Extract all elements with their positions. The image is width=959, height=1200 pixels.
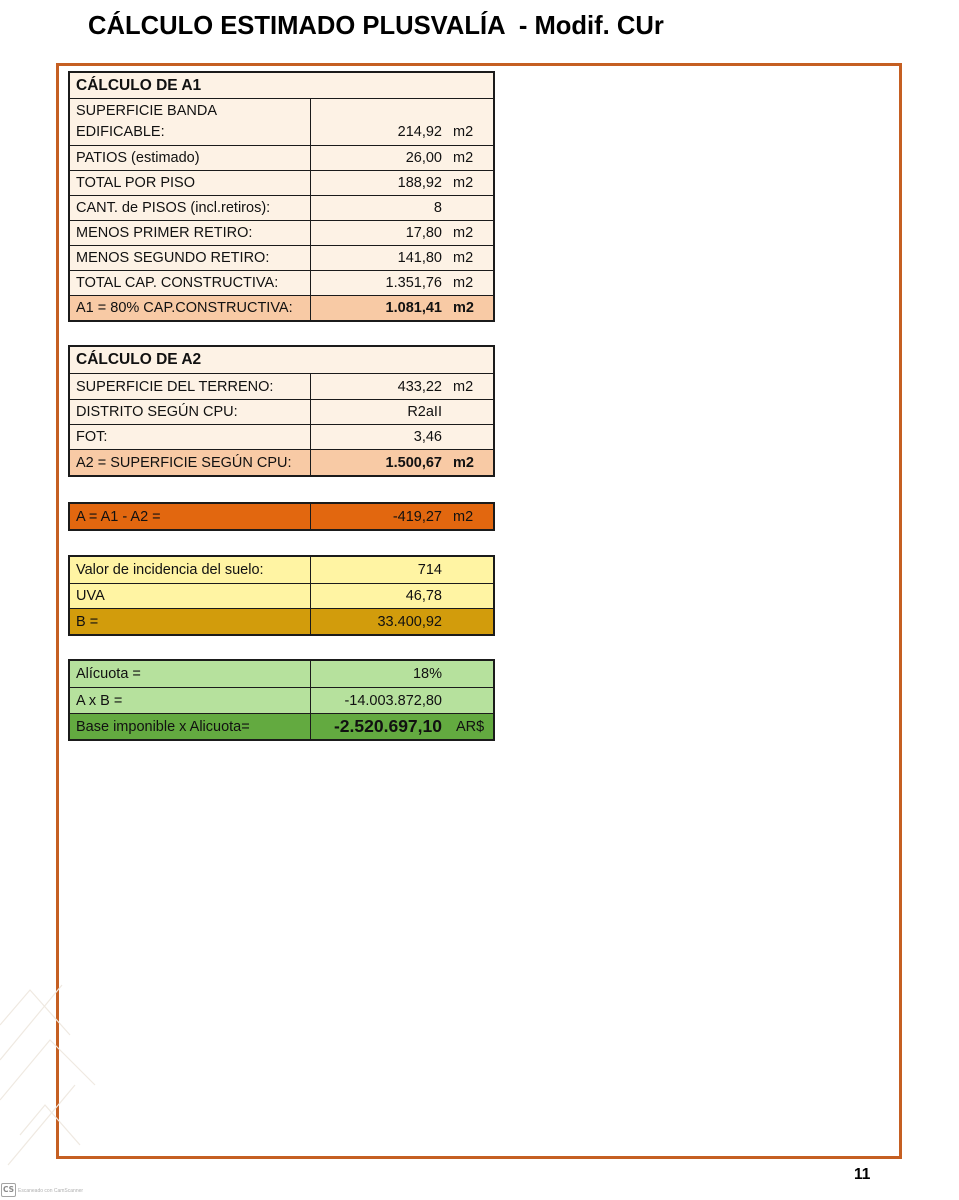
- row-label-cell: [70, 609, 311, 634]
- row-value-cell: [311, 99, 493, 145]
- row-value-cell: [311, 271, 493, 295]
- row-label-cell: [70, 688, 311, 713]
- row-label: DISTRITO SEGÚN CPU:: [76, 404, 238, 420]
- row-label: Alícuota =: [76, 666, 141, 682]
- row-label: MENOS SEGUNDO RETIRO:: [76, 250, 270, 266]
- row-label-cell: [70, 246, 311, 270]
- row-unit: m2: [453, 124, 474, 140]
- row-label-cell: [70, 99, 311, 145]
- b-result-row: [70, 608, 493, 634]
- row-label-cell: [70, 271, 311, 295]
- row-value-cell: [311, 425, 493, 449]
- row-value-cell: [311, 450, 493, 475]
- row-unit: m2: [453, 250, 474, 266]
- row-unit: m2: [453, 275, 474, 291]
- row-label-cell: [70, 400, 311, 424]
- tax-result-value: -2.520.697,10: [333, 716, 442, 736]
- row-label-cell: [70, 171, 311, 195]
- row-value-cell: [311, 221, 493, 245]
- row-unit: m2: [453, 150, 474, 166]
- row-value-cell: [311, 246, 493, 270]
- calculo-a2-title: CÁLCULO DE A2: [76, 351, 202, 368]
- calculo-a1-title: CÁLCULO DE A1: [76, 76, 202, 94]
- row-label-cell: [70, 714, 311, 739]
- a1-result-label: A1 = 80% CAP.CONSTRUCTIVA:: [76, 300, 293, 316]
- row-label-cell: [70, 504, 311, 529]
- row-label: SUPERFICIE DEL TERRENO:: [76, 378, 274, 395]
- row-label: PATIOS (estimado): [76, 150, 200, 166]
- row-value-cell: [311, 714, 493, 739]
- row-label: A x B =: [76, 692, 123, 709]
- row-value: 141,80: [397, 250, 442, 266]
- b-result-value: 33.400,92: [377, 613, 442, 630]
- row-value-cell: [311, 661, 493, 687]
- row-label: CANT. de PISOS (incl.retiros):: [76, 200, 271, 216]
- row-label-line: EDIFICABLE:: [76, 124, 165, 140]
- calculo-a2-table: [68, 345, 495, 477]
- row-value: 714: [417, 562, 442, 578]
- row-label-cell: [70, 450, 311, 475]
- a1-result-row: [70, 295, 493, 320]
- table-row: [70, 661, 493, 687]
- b-result-label: B =: [76, 613, 99, 630]
- calculo-a2-header-row: [70, 347, 493, 373]
- row-label: UVA: [76, 588, 105, 604]
- row-label-cell: [70, 221, 311, 245]
- row-unit: m2: [453, 378, 474, 395]
- row-value: 433,22: [397, 378, 442, 395]
- row-value-cell: [311, 557, 493, 583]
- tax-result-currency: AR$: [456, 718, 485, 735]
- camscanner-watermark-text: Escaneado con CamScanner: [18, 1188, 84, 1194]
- table-row: [70, 98, 493, 145]
- a1-result-value: 1.081,41: [385, 300, 442, 316]
- diferencia-value: -419,27: [392, 508, 442, 525]
- row-value-cell: [311, 146, 493, 170]
- row-label-cell: [70, 196, 311, 220]
- row-value: R2aII: [407, 404, 442, 420]
- row-label-cell: [70, 146, 311, 170]
- row-value-cell: [311, 688, 493, 713]
- document-title: CÁLCULO ESTIMADO PLUSVALÍA - Modif. CUr: [88, 12, 664, 40]
- table-row: [70, 583, 493, 608]
- diferencia-label: A = A1 - A2 =: [76, 508, 161, 525]
- row-label: TOTAL CAP. CONSTRUCTIVA:: [76, 275, 279, 291]
- row-value: 3,46: [413, 429, 442, 445]
- a2-result-value: 1.500,67: [385, 454, 442, 471]
- table-row: [70, 424, 493, 449]
- row-label-cell: [70, 584, 311, 608]
- table-row: [70, 220, 493, 245]
- page-number: 11: [854, 1166, 871, 1183]
- row-value-cell: [311, 609, 493, 634]
- row-value: 18%: [412, 666, 442, 682]
- calculo-a1-header-row: [70, 73, 493, 98]
- table-row: [70, 145, 493, 170]
- table-row: [70, 270, 493, 295]
- table-row: [70, 195, 493, 220]
- row-value: 26,00: [405, 150, 442, 166]
- camscanner-logo-icon: CS: [1, 1183, 16, 1197]
- diferencia-row: [70, 504, 493, 529]
- row-label-cell: [70, 557, 311, 583]
- row-value: 1.351,76: [385, 275, 442, 291]
- incidencia-table: [68, 555, 495, 636]
- row-value-cell: [311, 196, 493, 220]
- diferencia-table: [68, 502, 495, 531]
- row-value: 46,78: [405, 588, 442, 604]
- a2-result-unit: m2: [453, 454, 474, 471]
- row-label: TOTAL POR PISO: [76, 175, 195, 191]
- background-pattern: [0, 965, 120, 1180]
- a1-result-unit: m2: [453, 300, 474, 316]
- row-value-cell: [311, 374, 493, 399]
- row-label: FOT:: [76, 429, 108, 445]
- row-value-cell: [311, 171, 493, 195]
- diferencia-unit: m2: [453, 508, 474, 525]
- a2-result-label: A2 = SUPERFICIE SEGÚN CPU:: [76, 454, 292, 471]
- row-label: Valor de incidencia del suelo:: [76, 562, 264, 578]
- tax-result-label: Base imponible x Alicuota=: [76, 718, 250, 735]
- row-value: 17,80: [405, 225, 442, 241]
- row-value-cell: [311, 504, 493, 529]
- table-row: [70, 245, 493, 270]
- row-value: 214,92: [397, 124, 442, 140]
- table-row: [70, 687, 493, 713]
- tax-result-row: [70, 713, 493, 739]
- table-row: [70, 557, 493, 583]
- row-label-cell: [70, 374, 311, 399]
- calculo-a1-table: [68, 71, 495, 322]
- row-label: MENOS PRIMER RETIRO:: [76, 225, 253, 241]
- row-unit: m2: [453, 225, 474, 241]
- table-row: [70, 399, 493, 424]
- row-label-cell: [70, 425, 311, 449]
- row-label-cell: [70, 661, 311, 687]
- row-value-cell: [311, 400, 493, 424]
- table-row: [70, 170, 493, 195]
- row-value: -14.003.872,80: [344, 692, 442, 709]
- row-value-cell: [311, 584, 493, 608]
- row-unit: m2: [453, 175, 474, 191]
- a2-result-row: [70, 449, 493, 475]
- row-label-line: SUPERFICIE BANDA: [76, 103, 217, 119]
- row-label-cell: [70, 296, 311, 320]
- alicuota-table: [68, 659, 495, 741]
- table-row: [70, 373, 493, 399]
- row-value: 188,92: [397, 175, 442, 191]
- row-value: 8: [433, 200, 442, 216]
- row-value-cell: [311, 296, 493, 320]
